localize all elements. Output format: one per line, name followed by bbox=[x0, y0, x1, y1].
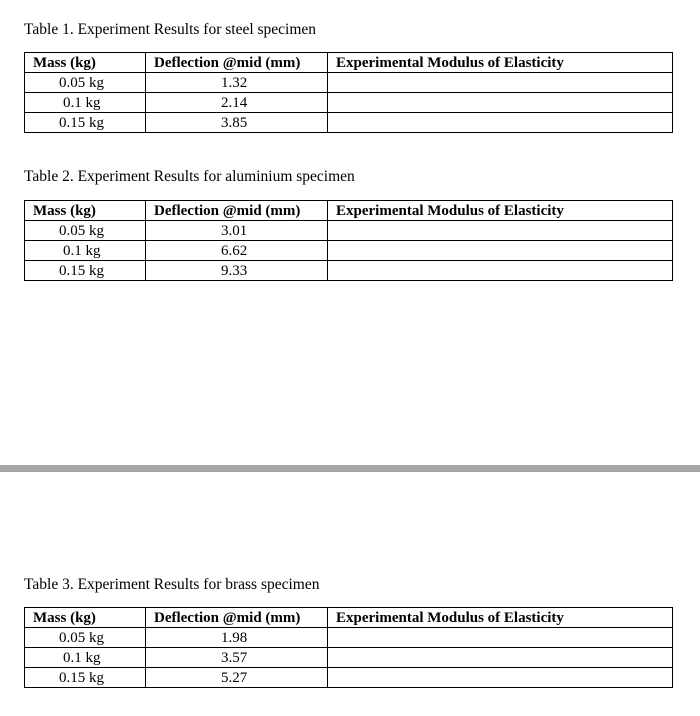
table-row bbox=[25, 241, 673, 261]
mass-header: Mass (kg) bbox=[25, 53, 146, 73]
brass-results-table bbox=[24, 607, 673, 688]
table-2-caption: Table 2. Experiment Results for aluminium specimen bbox=[24, 168, 355, 185]
mass-cell: 0.1 kg bbox=[25, 93, 146, 113]
mass-header: Mass (kg) bbox=[25, 201, 146, 221]
deflection-cell: 9.33 bbox=[146, 261, 328, 281]
deflection-cell: 5.27 bbox=[146, 668, 328, 688]
mass-cell: 0.1 kg bbox=[25, 241, 146, 261]
deflection-cell: 3.01 bbox=[146, 221, 328, 241]
modulus-cell[interactable] bbox=[328, 648, 673, 668]
deflection-header: Deflection @mid (mm) bbox=[146, 53, 328, 73]
modulus-header: Experimental Modulus of Elasticity bbox=[328, 608, 673, 628]
mass-cell: 0.15 kg bbox=[25, 261, 146, 281]
modulus-header: Experimental Modulus of Elasticity bbox=[328, 53, 673, 73]
modulus-cell[interactable] bbox=[328, 221, 673, 241]
mass-header: Mass (kg) bbox=[25, 608, 146, 628]
aluminium-results-table bbox=[24, 200, 673, 281]
table-1-caption: Table 1. Experiment Results for steel specimen bbox=[24, 21, 317, 38]
modulus-cell[interactable] bbox=[328, 73, 673, 93]
mass-cell: 0.05 kg bbox=[25, 628, 146, 648]
modulus-cell[interactable] bbox=[328, 261, 673, 281]
table-row bbox=[25, 221, 673, 241]
steel-results-table bbox=[24, 52, 673, 133]
table-3-caption: Table 3. Experiment Results for brass specimen bbox=[24, 576, 320, 593]
mass-cell: 0.1 kg bbox=[25, 648, 146, 668]
modulus-cell[interactable] bbox=[328, 113, 673, 133]
deflection-cell: 3.85 bbox=[146, 113, 328, 133]
mass-cell: 0.05 kg bbox=[25, 73, 146, 93]
deflection-cell: 3.57 bbox=[146, 648, 328, 668]
deflection-cell: 1.32 bbox=[146, 73, 328, 93]
table-header-row bbox=[25, 201, 673, 221]
deflection-header: Deflection @mid (mm) bbox=[146, 201, 328, 221]
deflection-header: Deflection @mid (mm) bbox=[146, 608, 328, 628]
deflection-cell: 1.98 bbox=[146, 628, 328, 648]
table-row bbox=[25, 628, 673, 648]
modulus-cell[interactable] bbox=[328, 241, 673, 261]
table-row bbox=[25, 668, 673, 688]
table-row bbox=[25, 73, 673, 93]
modulus-cell[interactable] bbox=[328, 628, 673, 648]
modulus-cell[interactable] bbox=[328, 668, 673, 688]
table-row bbox=[25, 93, 673, 113]
mass-cell: 0.15 kg bbox=[25, 668, 146, 688]
mass-cell: 0.15 kg bbox=[25, 113, 146, 133]
mass-cell: 0.05 kg bbox=[25, 221, 146, 241]
table-row bbox=[25, 648, 673, 668]
table-header-row bbox=[25, 608, 673, 628]
deflection-cell: 2.14 bbox=[146, 93, 328, 113]
table-row bbox=[25, 261, 673, 281]
page-break-divider bbox=[0, 465, 700, 472]
modulus-cell[interactable] bbox=[328, 93, 673, 113]
modulus-header: Experimental Modulus of Elasticity bbox=[328, 201, 673, 221]
table-row bbox=[25, 113, 673, 133]
table-header-row bbox=[25, 53, 673, 73]
deflection-cell: 6.62 bbox=[146, 241, 328, 261]
